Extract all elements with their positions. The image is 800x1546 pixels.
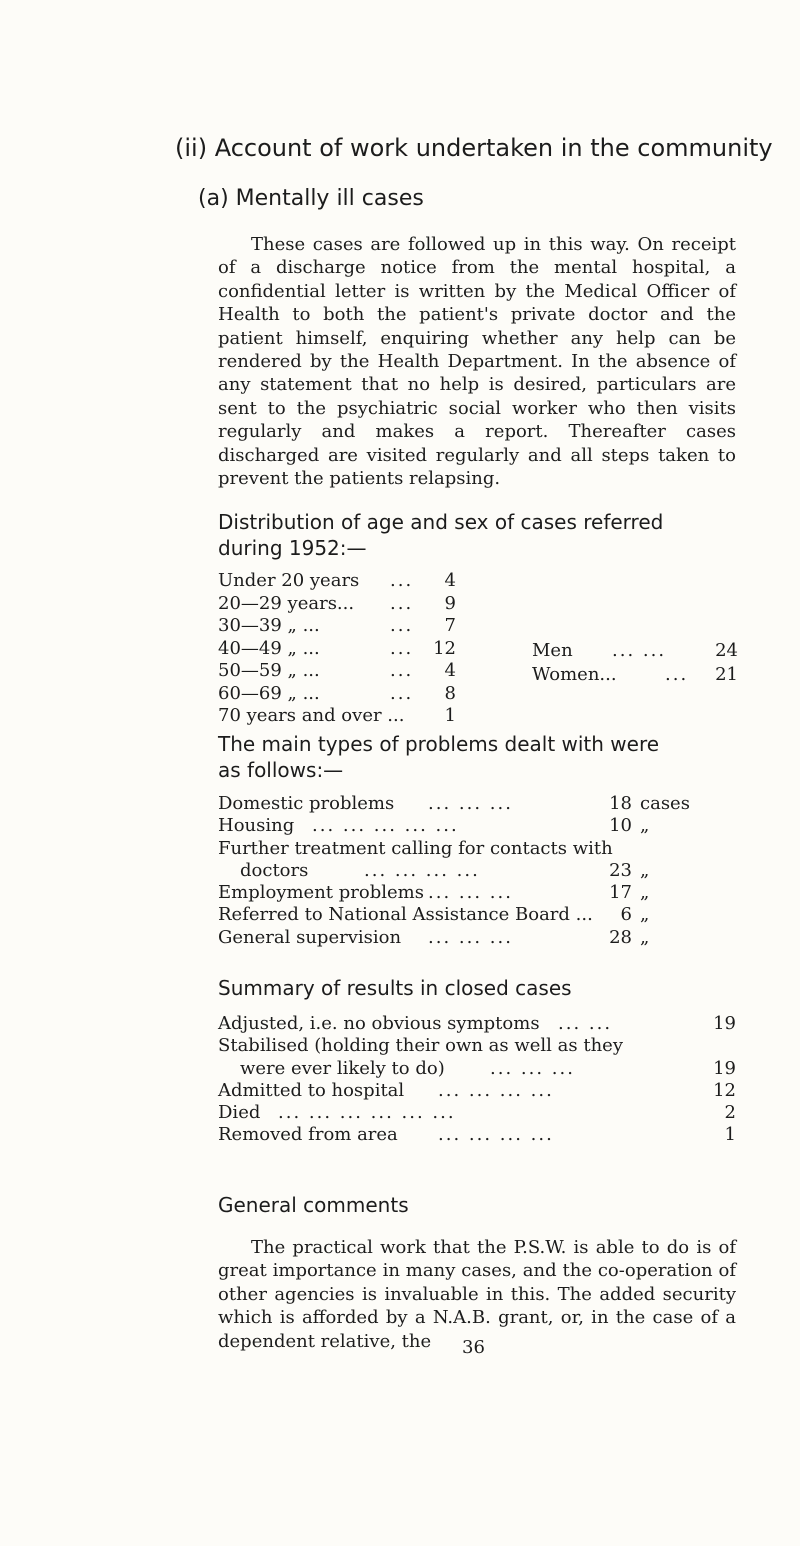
age-distribution-table (218, 570, 498, 728)
problem-unit: „ (640, 882, 650, 904)
leader-dots: ... ... ... ... (438, 1079, 554, 1101)
table-row (218, 615, 498, 638)
sex-distribution-table (532, 640, 742, 688)
leader-dots: ... ... ... ... (364, 859, 480, 881)
problems-heading-line2: as follows:— (218, 758, 344, 782)
leader-dots: ... ... ... (428, 926, 513, 948)
leader-dots: ... (390, 615, 414, 636)
age-count: 8 (444, 682, 456, 704)
age-label: 60—69 „ ... (218, 682, 320, 704)
problem-unit: „ (640, 859, 650, 881)
problem-count: 28 (609, 926, 632, 948)
summary-count: 19 (713, 1057, 736, 1079)
problem-count: 18 (609, 793, 632, 814)
table-row (218, 793, 758, 815)
problem-unit: „ (640, 815, 650, 837)
leader-dots: ... ... (558, 1013, 613, 1034)
distribution-heading-line2: during 1952:— (218, 536, 367, 560)
subsection-heading: (a) Mentally ill cases (198, 186, 424, 211)
age-count: 7 (444, 615, 456, 636)
table-row (218, 815, 758, 837)
age-count: 9 (444, 592, 456, 614)
summary-heading: Summary of results in closed cases (218, 976, 572, 1000)
table-row (218, 660, 498, 683)
summary-count: 2 (724, 1102, 736, 1124)
leader-dots: ... (390, 660, 414, 681)
leader-dots: ... ... ... (428, 882, 513, 904)
table-row (532, 640, 742, 664)
page-number: 36 (462, 1337, 485, 1358)
table-row (218, 860, 758, 882)
table-row (218, 593, 498, 616)
age-count: 1 (444, 705, 456, 726)
table-row (218, 1124, 758, 1146)
table-row (218, 683, 498, 706)
leader-dots: ... (390, 592, 414, 614)
age-label: 30—39 „ ... (218, 615, 320, 636)
summary-label: Removed from area (218, 1124, 398, 1146)
problems-table (218, 793, 758, 949)
age-label: 50—59 „ ... (218, 660, 320, 681)
age-count: 4 (444, 570, 456, 591)
summary-count: 12 (713, 1079, 736, 1101)
table-row (218, 638, 498, 661)
table-row (218, 1013, 758, 1035)
section-heading: (ii) Account of work undertaken in the community (175, 134, 773, 162)
problems-heading-line1: The main types of problems dealt with were (218, 732, 660, 756)
table-row (218, 882, 758, 904)
summary-label: were ever likely to do) (240, 1057, 445, 1079)
problem-count: 17 (609, 882, 632, 904)
table-row (218, 1035, 758, 1057)
leader-dots: ... ... ... ... ... ... (278, 1102, 456, 1124)
intro-paragraph: These cases are followed up in this way. On receipt of a discharge notice from the mental hospital, a confidential letter is written by the Medical Officer of Health to both the patient's private doctor and the patient himself, enquiring whether any help can be rendered by the Health Department. In the absence of any statement that no help is desired, particulars are sent to the psychiatric social worker who then visits regularly and makes a report. Thereafter cases discharged are visited regularly and all steps taken to prevent the patients relapsing. (218, 234, 736, 490)
age-count: 4 (444, 660, 456, 681)
distribution-heading-line1: Distribution of age and sex of cases referred (218, 510, 664, 534)
problem-unit: cases (640, 793, 690, 814)
table-row (218, 1080, 758, 1102)
leader-dots: ... ... ... (428, 793, 513, 814)
problem-label: Further treatment calling for contacts with (218, 837, 613, 859)
problem-unit: „ (640, 926, 650, 948)
summary-table (218, 1013, 758, 1147)
problem-label: Referred to National Assistance Board ... (218, 904, 593, 926)
leader-dots: ... (390, 682, 414, 704)
problem-label: Housing (218, 815, 295, 837)
leader-dots: ... ... ... ... ... (312, 815, 459, 837)
sex-count: 24 (715, 640, 738, 661)
table-row (218, 927, 758, 949)
age-label: 70 years and over ... (218, 705, 405, 726)
general-comments-paragraph: The practical work that the P.S.W. is able to do is of great importance in many cases, and the co-operation of other agencies is invaluable in this. The added security which is afforded by a N.A.B. grant, or, in the case of a dependent relative, the (218, 1237, 736, 1352)
sex-count: 21 (715, 664, 738, 685)
leader-dots: ... (390, 637, 414, 659)
problem-label: Employment problems (218, 882, 424, 904)
sex-label: Men (532, 640, 573, 661)
problem-label: Domestic problems (218, 793, 395, 814)
age-label: 40—49 „ ... (218, 637, 320, 659)
leader-dots: ... ... ... (490, 1057, 575, 1079)
sex-label: Women... (532, 664, 617, 685)
table-row (218, 838, 758, 860)
problem-count: 6 (620, 904, 632, 926)
table-row (218, 570, 498, 593)
summary-label: Died (218, 1102, 261, 1124)
problem-label: doctors (240, 859, 309, 881)
problem-label: General supervision (218, 926, 402, 948)
table-row (218, 705, 498, 728)
summary-label: Stabilised (holding their own as well as they (218, 1035, 623, 1057)
leader-dots: ... (665, 664, 689, 685)
age-label: 20—29 years... (218, 592, 355, 614)
table-row (218, 1058, 758, 1080)
leader-dots: ... ... ... ... (438, 1124, 554, 1146)
summary-count: 1 (724, 1124, 736, 1146)
problem-unit: „ (640, 904, 650, 926)
age-label: Under 20 years (218, 570, 360, 591)
summary-label: Admitted to hospital (218, 1079, 405, 1101)
table-row (218, 1102, 758, 1124)
problem-count: 23 (609, 859, 632, 881)
problem-count: 10 (609, 815, 632, 837)
general-comments-heading: General comments (218, 1193, 409, 1217)
table-row (532, 664, 742, 688)
leader-dots: ... ... (612, 640, 667, 661)
leader-dots: ... (390, 570, 414, 591)
table-row (218, 904, 758, 926)
age-count: 12 (433, 637, 456, 659)
summary-label: Adjusted, i.e. no obvious symptoms (218, 1013, 540, 1034)
summary-count: 19 (713, 1013, 736, 1034)
